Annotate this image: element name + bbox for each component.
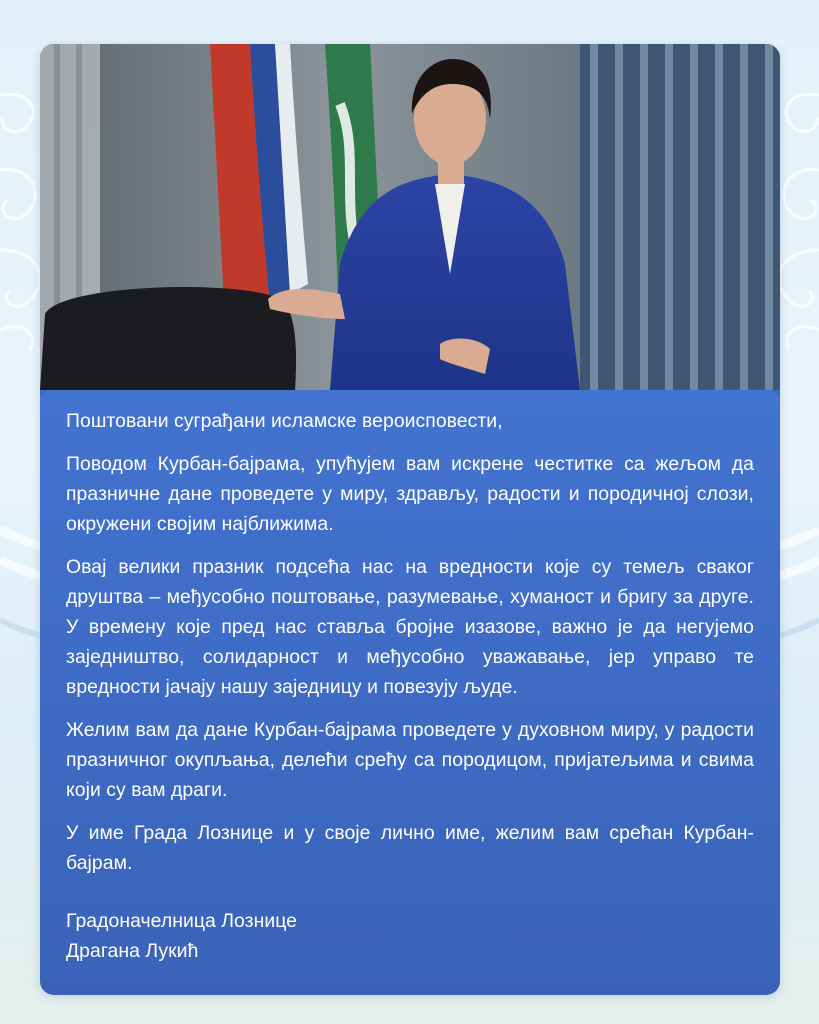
paragraph-4: У име Града Лознице и у своје лично име, желим вам срећан Курбан-бајрам. bbox=[66, 822, 754, 874]
window-blinds-icon bbox=[580, 44, 780, 390]
paragraph-1: Поводом Курбан-бајрама, упућујем вам искрене честитке са жељом да празничне дане проведете у миру, здрављу, радости и породичној слози, окружени својим најближима. bbox=[66, 453, 754, 535]
message-body bbox=[40, 390, 780, 995]
greeting-card bbox=[40, 44, 780, 995]
signature-block bbox=[66, 906, 754, 966]
paragraph-2: Овај велики празник подсећа нас на вредности које су темељ сваког друштва – међусобно поштовање, разумевање, хуманост и бригу за друге. У времену које пред нас ставља бројне изазове, важно је да негујемо заједништво, солидарност и међусобно уважавање, јер управо те вредности јачају нашу заједницу и повезују људе. bbox=[66, 556, 754, 698]
signature-name: Драгана Лукић bbox=[66, 940, 199, 962]
office-chair-icon bbox=[40, 287, 296, 390]
paragraph-3: Желим вам да дане Курбан-бајрама проведете у духовном миру, у радости празничног окупљања, делећи срећу са породицом, пријатељима и свима који су вам драги. bbox=[66, 719, 754, 801]
portrait-photo bbox=[40, 44, 780, 390]
greeting-line: Поштовани суграђани исламске вероисповести, bbox=[66, 410, 503, 432]
signature-title: Градоначелница Лознице bbox=[66, 910, 298, 932]
